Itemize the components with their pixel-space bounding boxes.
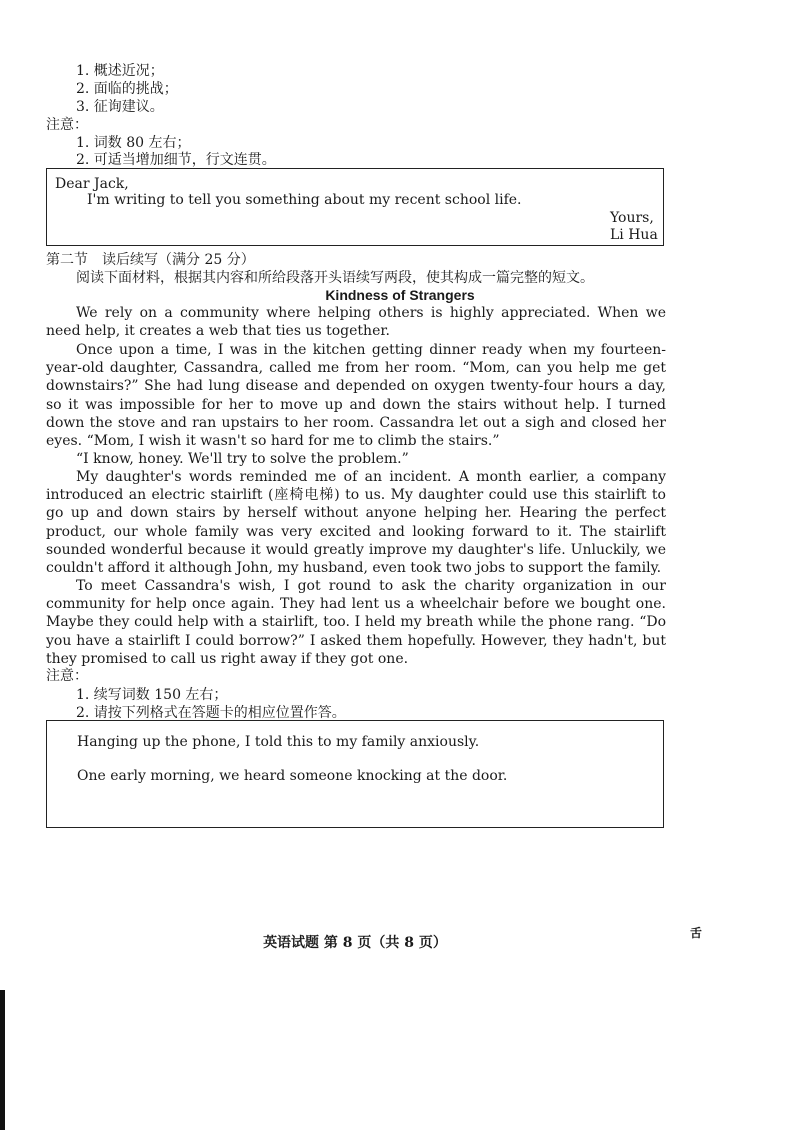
letter-signature: Li Hua xyxy=(610,227,658,243)
paragraph-start-2: One early morning, we heard someone knocking at the door. xyxy=(77,768,508,784)
passage-paragraph: We rely on a community where helping others is highly appreciated. When we need help, it creates a web that ties us together. xyxy=(46,305,666,340)
note-item: 1. 词数 80 左右； xyxy=(76,135,191,151)
passage-paragraph: My daughter's words reminded me of an incident. A month earlier, a company introduced an electric stairlift (座椅电梯) to us. My daughter could use this stairlift to go up and down stairs by herself without anyone helping her. Hearing the perfect product, our whole family was very excited and looking forward to it. The stairlift sounded wonderful because it would greatly improve my daughter's life. Unluckily, we couldn't afford it although John, my husband, even took two jobs to support the family. xyxy=(46,469,666,577)
letter-closing: Yours, xyxy=(610,210,654,226)
note-item: 2. 可适当增加细节，行文连贯。 xyxy=(76,152,276,168)
corner-mark: 舌 xyxy=(690,926,703,940)
note-item: 2. 请按下列格式在答题卡的相应位置作答。 xyxy=(76,705,346,721)
note-item: 1. 续写词数 150 左右； xyxy=(76,687,228,703)
requirement-item: 1. 概述近况； xyxy=(76,63,164,79)
letter-opening: I'm writing to tell you something about my recent school life. xyxy=(87,192,522,208)
page-footer: 英语试题 第 8 页（共 8 页） xyxy=(263,935,447,951)
continuation-answer-box xyxy=(46,720,664,828)
requirement-item: 3. 征询建议。 xyxy=(76,99,164,115)
requirement-item: 2. 面临的挑战； xyxy=(76,81,178,97)
letter-answer-box xyxy=(46,168,664,246)
passage-title: Kindness of Strangers xyxy=(325,287,475,303)
section-instruction: 阅读下面材料，根据其内容和所给段落开头语续写两段，使其构成一篇完整的短文。 xyxy=(76,270,594,286)
passage-paragraph: “I know, honey. We'll try to solve the problem.” xyxy=(76,451,409,467)
passage-paragraph: Once upon a time, I was in the kitchen getting dinner ready when my fourteen-year-old daughter, Cassandra, called me from her room. “Mom, can you help me get downstairs?” She had lung disease and depended on oxygen twenty-four hours a day, so it was impossible for her to move up and down the stairs without help. I turned down the stove and ran upstairs to her room. Cassandra let out a sigh and closed her eyes. “Mom, I wish it wasn't so hard for me to climb the stairs.” xyxy=(46,342,666,450)
notes-label: 注意： xyxy=(46,668,88,684)
passage-paragraph: To meet Cassandra's wish, I got round to ask the charity organization in our community for help once again. They had lent us a wheelchair before we bought one. Maybe they could help with a stairlift, too. I held my breath while the phone rang. “Do you have a stairlift I could borrow?” I asked them hopefully. However, they hadn't, but they promised to call us right away if they got one. xyxy=(46,578,666,667)
paragraph-start-1: Hanging up the phone, I told this to my family anxiously. xyxy=(77,734,480,750)
letter-greeting: Dear Jack, xyxy=(55,176,129,192)
notes-label: 注意： xyxy=(46,117,88,133)
scan-edge-artifact xyxy=(0,990,5,1130)
section-heading: 第二节 读后续写（满分 25 分） xyxy=(46,252,255,268)
